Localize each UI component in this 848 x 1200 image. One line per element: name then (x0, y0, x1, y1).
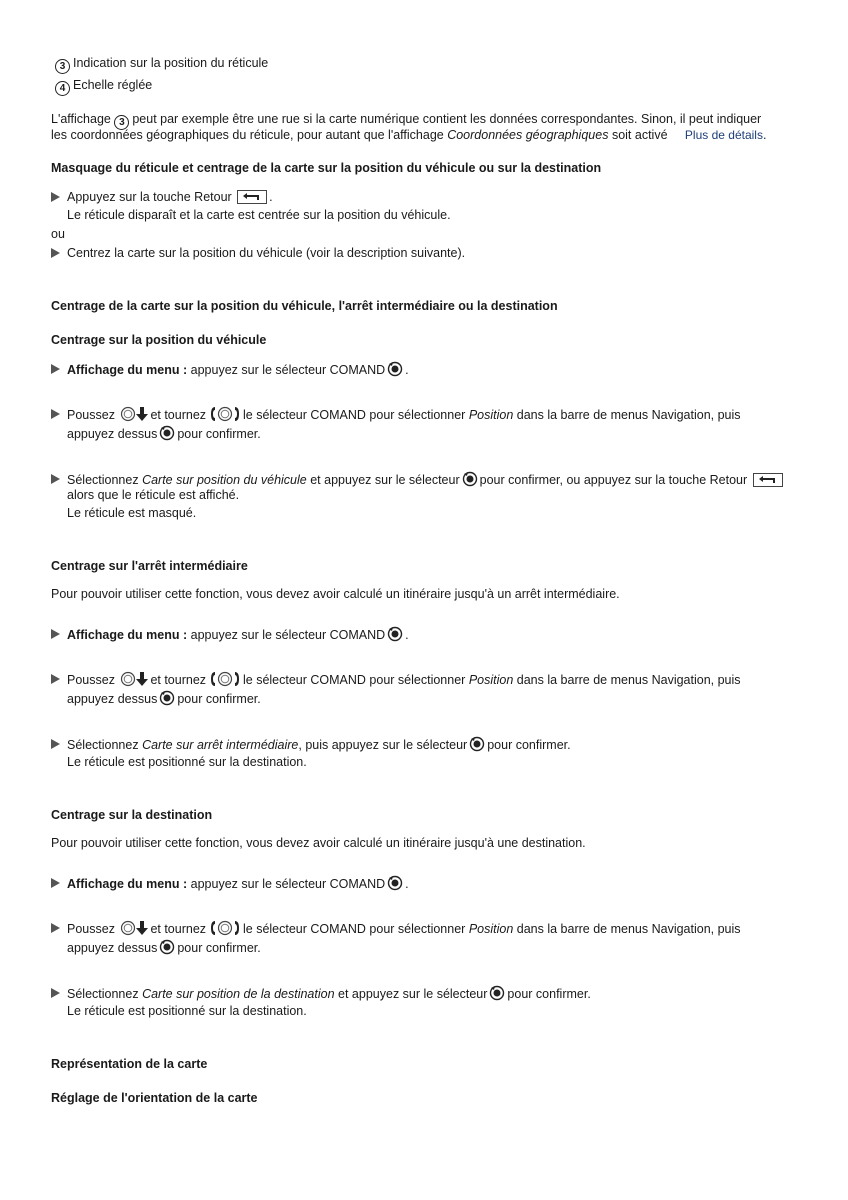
comand-press-icon (387, 875, 403, 891)
bullet-arrow-icon (51, 923, 60, 933)
list-item-cont: appuyez dessus pour confirmer. (67, 941, 261, 955)
list-item: Sélectionnez Carte sur position du véhicule et appuyez sur le sélecteur pour confirmer, ou appuyez sur la touche Retour (67, 471, 785, 488)
comand-press-icon (159, 939, 175, 955)
back-button-icon (237, 190, 267, 204)
list-item: Poussez et tournez le sélecteur COMAND pour sélectionner Position dans la barre de menus Navigation, puis (67, 406, 741, 423)
result-text: Le réticule disparaît et la carte est centrée sur la position du véhicule. (67, 208, 451, 222)
paragraph: Pour pouvoir utiliser cette fonction, vous devez avoir calculé un itinéraire jusqu'à un arrêt intermédiaire. (51, 587, 620, 601)
bullet-arrow-icon (51, 629, 60, 639)
rotate-icon (210, 408, 240, 422)
comand-press-icon (387, 361, 403, 377)
bullet-arrow-icon (51, 739, 60, 749)
comand-press-icon (387, 626, 403, 642)
list-item-cont: appuyez dessus pour confirmer. (67, 427, 261, 441)
circled-number-icon: 3 (55, 59, 70, 74)
list-item: Affichage du menu : appuyez sur le sélecteur COMAND . (67, 626, 409, 643)
intro-line-2: les coordonnées géographiques du réticule, pour autant que l'affichage Coordonnées géographiques soit activé Plus de détails. (51, 128, 767, 142)
list-item-cont: alors que le réticule est affiché. (67, 488, 240, 502)
back-button-icon (753, 473, 783, 487)
comand-press-icon (469, 736, 485, 752)
comand-controller-icon (120, 920, 136, 936)
comand-controller-icon (120, 671, 136, 687)
paragraph: Pour pouvoir utiliser cette fonction, vous devez avoir calculé un itinéraire jusqu'à une destination. (51, 836, 586, 850)
subsection-heading: Centrage sur l'arrêt intermédiaire (51, 559, 248, 573)
arrow-down-icon (136, 406, 148, 422)
or-text: ou (51, 227, 65, 241)
list-item: Sélectionnez Carte sur position de la destination et appuyez sur le sélecteur pour confirmer. (67, 985, 591, 1002)
list-item: Poussez et tournez le sélecteur COMAND pour sélectionner Position dans la barre de menus Navigation, puis (67, 671, 741, 688)
result-text: Le réticule est positionné sur la destination. (67, 1004, 307, 1018)
comand-press-icon (159, 425, 175, 441)
bullet-arrow-icon (51, 474, 60, 484)
rotate-icon (210, 922, 240, 936)
subsection-heading: Réglage de l'orientation de la carte (51, 1091, 258, 1105)
list-item: Appuyez sur la touche Retour . (67, 189, 273, 205)
comand-press-icon (462, 471, 478, 487)
result-text: Le réticule est positionné sur la destination. (67, 755, 307, 769)
result-text: Le réticule est masqué. (67, 506, 197, 520)
comand-press-icon (159, 690, 175, 706)
rotate-icon (210, 673, 240, 687)
subsection-heading: Centrage sur la position du véhicule (51, 333, 267, 347)
list-item: Poussez et tournez le sélecteur COMAND pour sélectionner Position dans la barre de menus Navigation, puis (67, 920, 741, 937)
section-heading: Représentation de la carte (51, 1057, 208, 1071)
circled-number-icon: 4 (55, 81, 70, 96)
bullet-arrow-icon (51, 409, 60, 419)
bullet-arrow-icon (51, 988, 60, 998)
list-item: Affichage du menu : appuyez sur le sélecteur COMAND . (67, 361, 409, 378)
bullet-arrow-icon (51, 878, 60, 888)
legend-item: 3 Indication sur la position du réticule (55, 55, 268, 74)
legend-item: 4 Echelle réglée (55, 77, 152, 96)
bullet-arrow-icon (51, 192, 60, 202)
list-item: Centrez la carte sur la position du véhicule (voir la description suivante). (67, 245, 465, 261)
intro-line-1: L'affichage 3 peut par exemple être une rue si la carte numérique contient les données correspondantes. Sinon, il peut indiquer (51, 112, 762, 128)
comand-controller-icon (120, 406, 136, 422)
list-item-cont: appuyez dessus pour confirmer. (67, 692, 261, 706)
comand-press-icon (489, 985, 505, 1001)
circled-number-icon: 3 (114, 115, 129, 130)
list-item: Affichage du menu : appuyez sur le sélecteur COMAND . (67, 875, 409, 892)
more-details-link[interactable]: Plus de détails (684, 128, 763, 142)
section-heading: Centrage de la carte sur la position du véhicule, l'arrêt intermédiaire ou la destination (51, 299, 558, 313)
bullet-arrow-icon (51, 674, 60, 684)
arrow-down-icon (136, 671, 148, 687)
bullet-arrow-icon (51, 248, 60, 258)
arrow-down-icon (136, 920, 148, 936)
bullet-arrow-icon (51, 364, 60, 374)
subsection-heading: Centrage sur la destination (51, 808, 213, 822)
section-heading: Masquage du réticule et centrage de la carte sur la position du véhicule ou sur la destination (51, 161, 602, 175)
list-item: Sélectionnez Carte sur arrêt intermédiaire, puis appuyez sur le sélecteur pour confirmer. (67, 736, 571, 753)
